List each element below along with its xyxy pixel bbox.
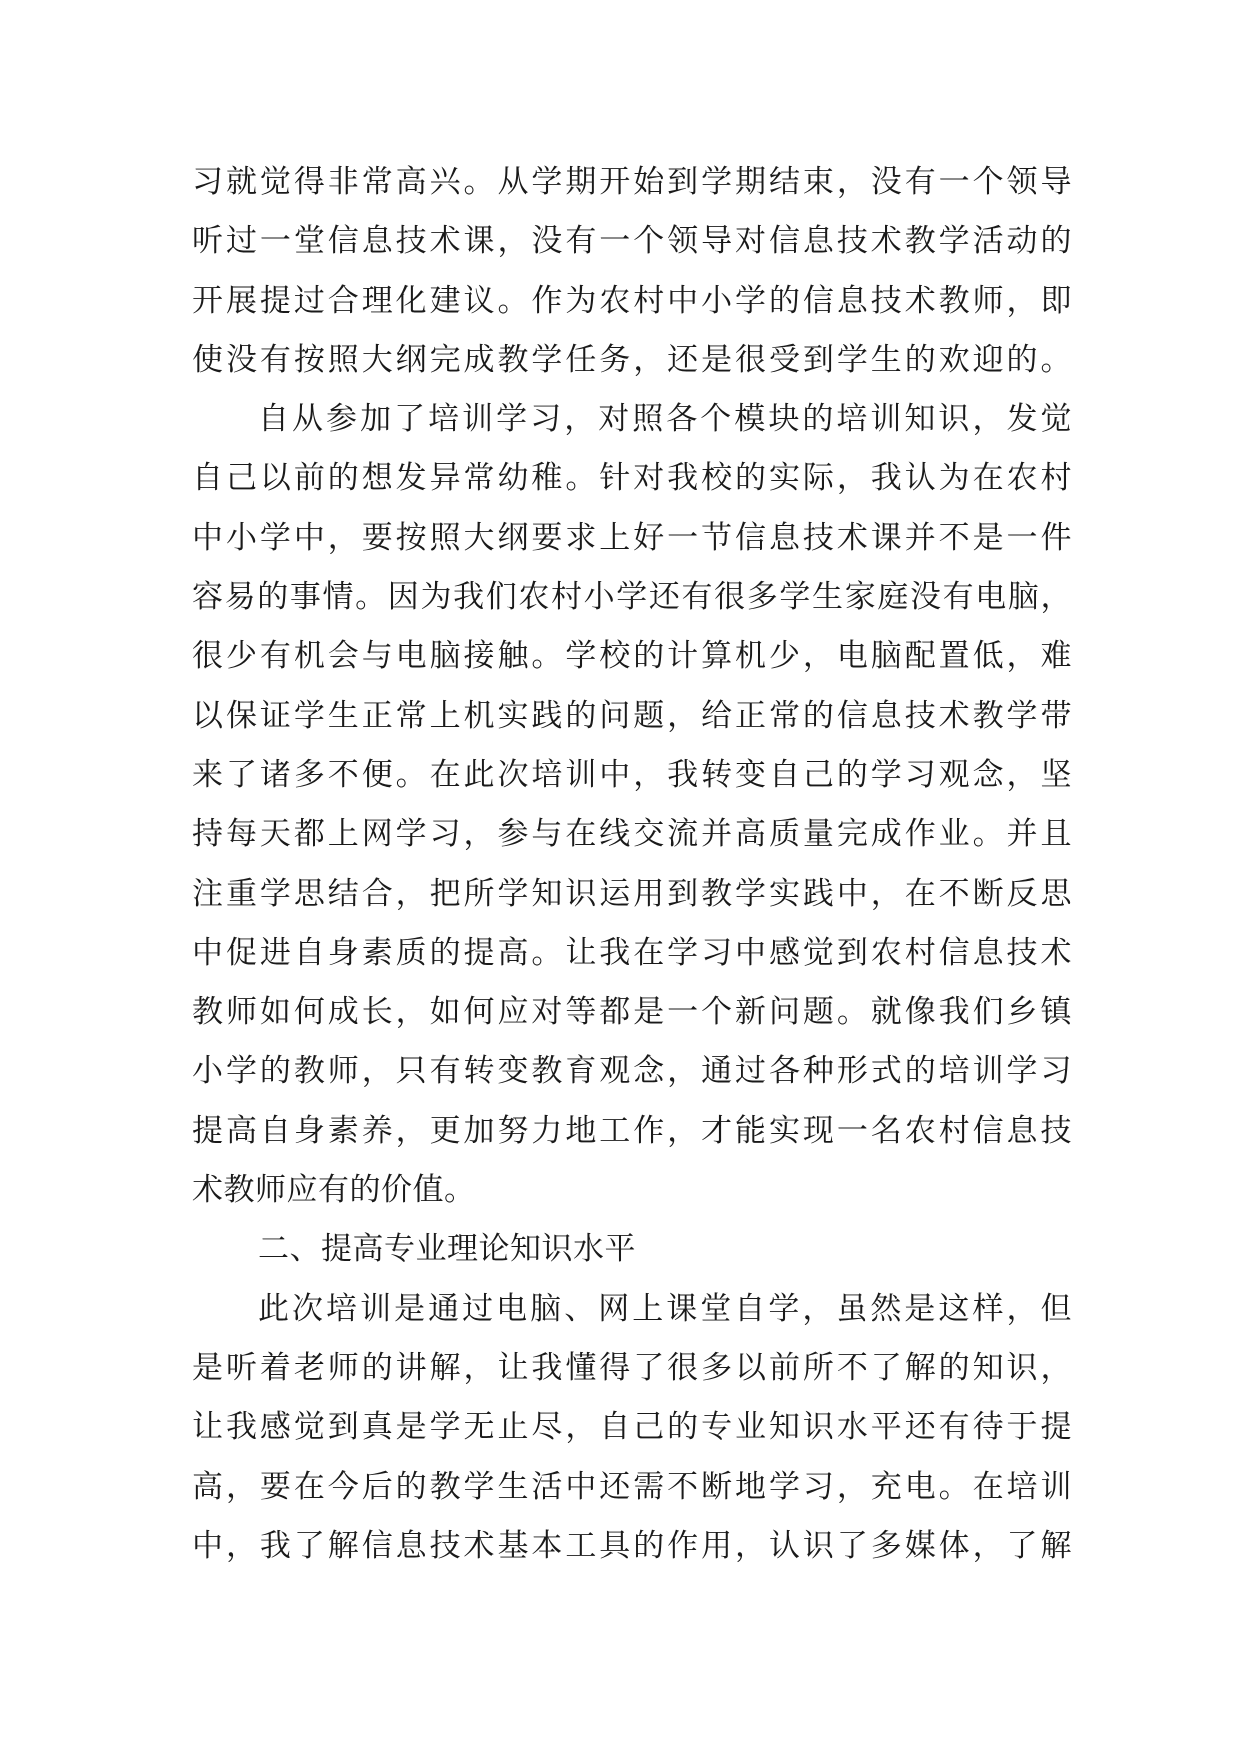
text-line: 开展提过合理化建议。作为农村中小学的信息技术教师，即: [192, 282, 1072, 319]
text-line: 很少有机会与电脑接触。学校的计算机少，电脑配置低，难: [192, 638, 1072, 675]
text-line: 来了诸多不便。在此次培训中，我转变自己的学习观念，坚: [192, 756, 1072, 793]
text-line: 中小学中，要按照大纲要求上好一节信息技术课并不是一件: [192, 519, 1072, 556]
text-line: 以保证学生正常上机实践的问题，给正常的信息技术教学带: [192, 697, 1072, 734]
text-line: 容易的事情。因为我们农村小学还有很多学生家庭没有电脑，: [192, 579, 1072, 616]
text-line: 小学的教师，只有转变教育观念，通过各种形式的培训学习: [192, 1053, 1072, 1090]
text-line: 持每天都上网学习，参与在线交流并高质量完成作业。并且: [192, 816, 1072, 853]
text-line: 提高自身素养，更加努力地工作，才能实现一名农村信息技: [192, 1112, 1072, 1149]
text-line: 自己以前的想发异常幼稚。针对我校的实际，我认为在农村: [192, 460, 1072, 497]
text-line: 教师如何成长，如何应对等都是一个新问题。就像我们乡镇: [192, 994, 1072, 1031]
text-line: 高，要在今后的教学生活中还需不断地学习，充电。在培训: [192, 1468, 1072, 1505]
text-line: 让我感觉到真是学无止尽，自己的专业知识水平还有待于提: [192, 1409, 1072, 1446]
text-line: 是听着老师的讲解，让我懂得了很多以前所不了解的知识，: [192, 1349, 1072, 1386]
text-line: 听过一堂信息技术课，没有一个领导对信息技术教学活动的: [192, 223, 1072, 260]
text-line: 注重学思结合，把所学知识运用到教学实践中，在不断反思: [192, 875, 1072, 912]
text-line: 中，我了解信息技术基本工具的作用，认识了多媒体，了解: [192, 1527, 1072, 1564]
text-line: 使没有按照大纲完成教学任务，还是很受到学生的欢迎的。: [192, 341, 1072, 378]
text-line: 此次培训是通过电脑、网上课堂自学，虽然是这样，但: [258, 1290, 1072, 1327]
text-line: 自从参加了培训学习，对照各个模块的培训知识，发觉: [258, 401, 1072, 438]
text-line: 中促进自身素质的提高。让我在学习中感觉到农村信息技术: [192, 934, 1072, 971]
text-line: 术教师应有的价值。: [192, 1172, 476, 1209]
text-line: 习就觉得非常高兴。从学期开始到学期结束，没有一个领导: [192, 164, 1072, 200]
text-line: 二、提高专业理论知识水平: [258, 1231, 636, 1268]
document-body: [192, 153, 1072, 1576]
